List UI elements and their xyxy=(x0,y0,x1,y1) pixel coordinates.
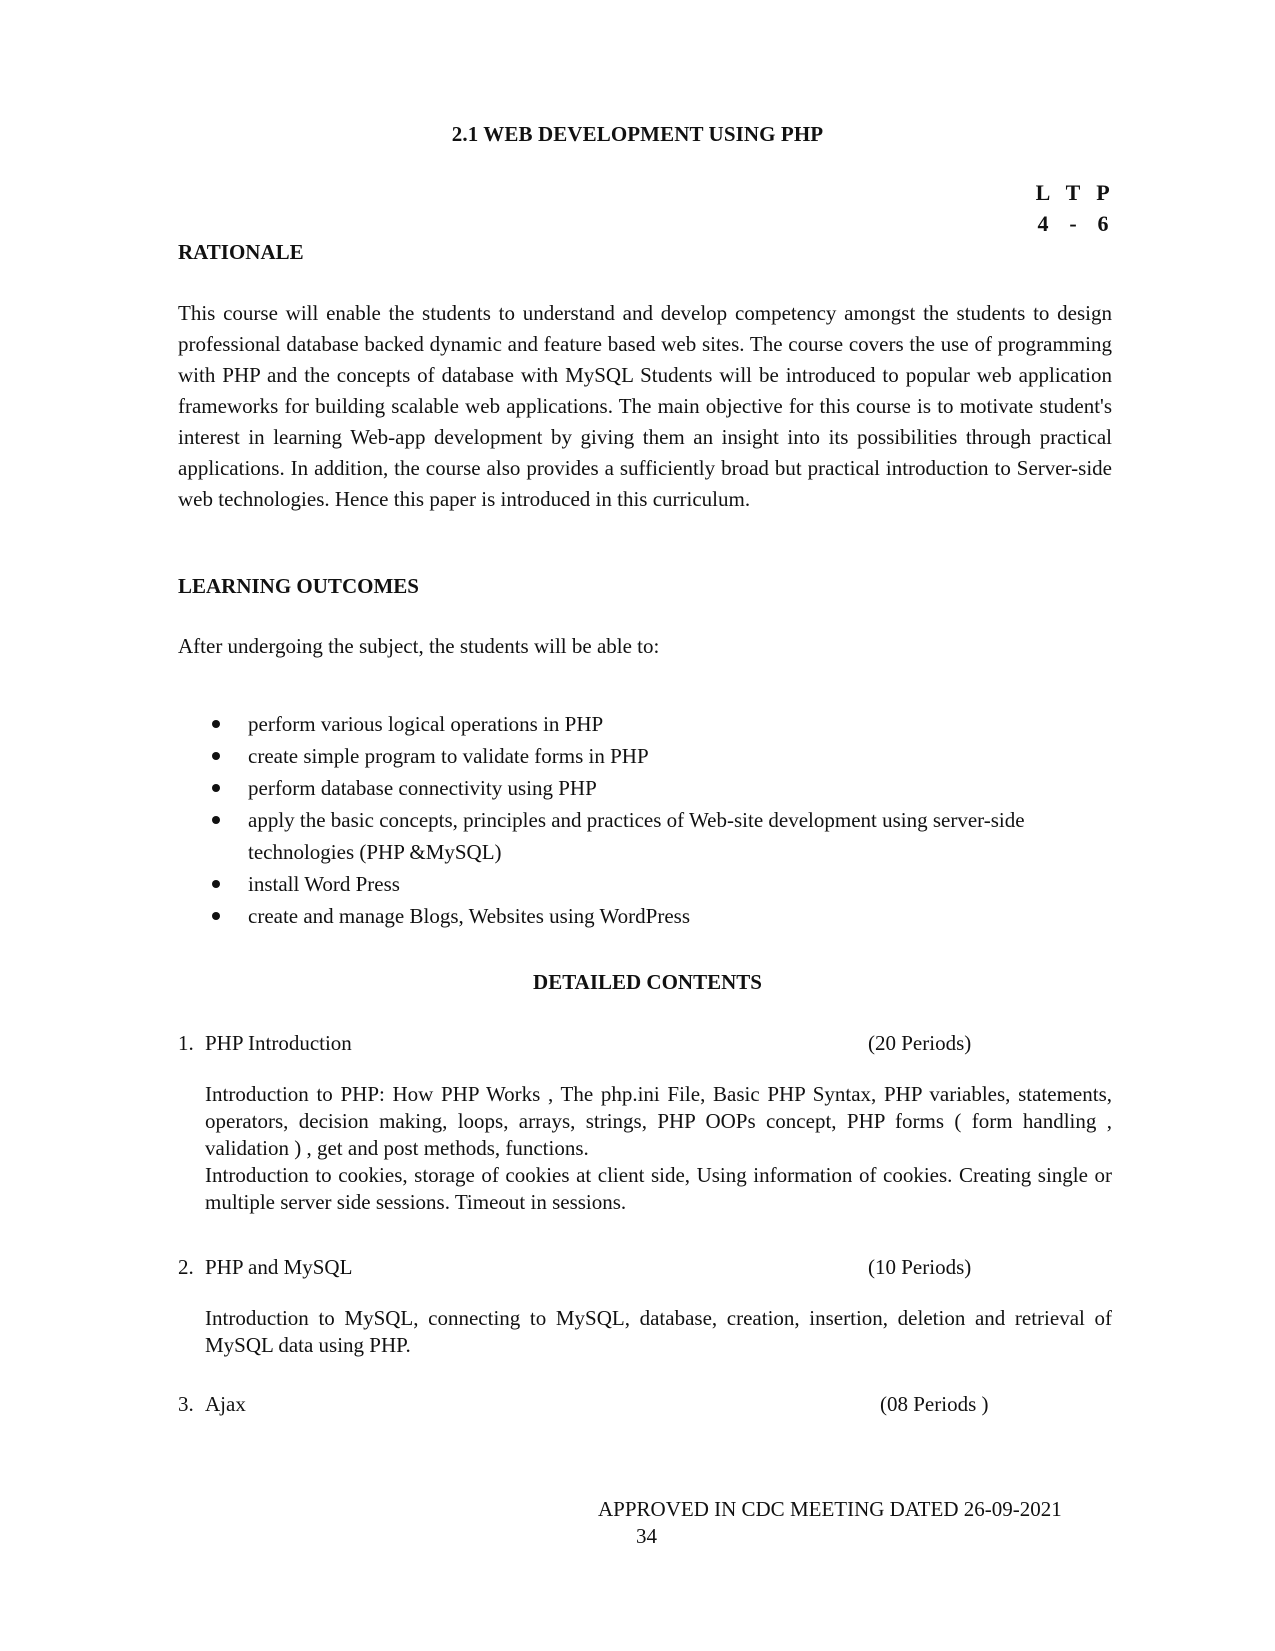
page-number: 34 xyxy=(636,1524,657,1548)
bullet-icon xyxy=(212,752,220,760)
list-item xyxy=(178,868,1112,900)
ltp-header-t: T xyxy=(1065,180,1081,205)
list-item xyxy=(178,900,1112,932)
approval-footer: APPROVED IN CDC MEETING DATED 26-09-2021 xyxy=(598,1497,1062,1521)
learning-outcomes-list xyxy=(178,708,1112,932)
rationale-heading: RATIONALE xyxy=(178,240,304,264)
ltp-value-l: 4 xyxy=(1037,211,1049,236)
section-1-paragraph-2: Introduction to cookies, storage of cookies at client side, Using information of cookies. Creating single or multiple server side sessions. Timeout in sessions. xyxy=(205,1163,1112,1214)
ltp-value-p: 6 xyxy=(1097,211,1109,236)
ltp-header-l: L xyxy=(1035,180,1051,205)
ltp-value-t: - xyxy=(1069,211,1077,236)
list-item xyxy=(178,740,1112,772)
section-1-periods: (20 Periods) xyxy=(868,1031,972,1055)
ltp-header-row xyxy=(1028,180,1118,206)
list-item-text: create and manage Blogs, Websites using WordPress xyxy=(248,904,691,928)
list-item-text: perform various logical operations in PHP xyxy=(248,712,604,736)
detailed-contents-heading: DETAILED CONTENTS xyxy=(533,970,762,994)
learning-outcomes-heading: LEARNING OUTCOMES xyxy=(178,574,419,598)
list-item-text: perform database connectivity using PHP xyxy=(248,776,597,800)
section-3-number: 3. xyxy=(178,1392,194,1416)
bullet-icon xyxy=(212,720,220,728)
list-item xyxy=(178,708,1112,740)
list-item-text: apply the basic concepts, principles and practices of Web-site development using server-side technologies (PHP &MySQL) xyxy=(248,808,1025,864)
section-3-title: Ajax xyxy=(205,1392,246,1416)
list-item-text: install Word Press xyxy=(248,872,400,896)
bullet-icon xyxy=(212,880,220,888)
ltp-values-row xyxy=(1028,211,1118,237)
list-item-text: create simple program to validate forms in PHP xyxy=(248,744,649,768)
bullet-icon xyxy=(212,784,220,792)
rationale-text: This course will enable the students to understand and develop competency amongst the students to design professional database backed dynamic and feature based web sites. The course covers the use of programming with PHP and the concepts of database with MySQL Students will be introduced to popular web application frameworks for building scalable web applications. The main objective for this course is to motivate student's interest in learning Web-app development by giving them an insight into its possibilities through practical applications. In addition, the course also provides a sufficiently broad but practical introduction to Server-side web technologies. Hence this paper is introduced in this curriculum. xyxy=(178,301,1112,511)
section-1-title: PHP Introduction xyxy=(205,1031,352,1055)
section-2-body xyxy=(205,1305,1112,1359)
section-3-periods: (08 Periods ) xyxy=(880,1392,989,1416)
section-2-number: 2. xyxy=(178,1255,194,1279)
section-2-periods: (10 Periods) xyxy=(868,1255,972,1279)
list-item xyxy=(178,772,1112,804)
bullet-icon xyxy=(212,816,220,824)
section-1-paragraph-1: Introduction to PHP: How PHP Works , The php.ini File, Basic PHP Syntax, PHP variables, statements, operators, decision making, loops, arrays, strings, PHP OOPs concept, PHP forms ( form handling , validation ) , get and post methods, functions. xyxy=(205,1082,1112,1160)
section-1-body xyxy=(205,1081,1112,1216)
document-title: 2.1 WEB DEVELOPMENT USING PHP xyxy=(451,122,824,146)
learning-outcomes-intro: After undergoing the subject, the students will be able to: xyxy=(178,634,660,658)
bullet-icon xyxy=(212,912,220,920)
section-2-paragraph-1: Introduction to MySQL, connecting to MySQL, database, creation, insertion, deletion and retrieval of MySQL data using PHP. xyxy=(205,1306,1112,1357)
ltp-header-p: P xyxy=(1096,180,1110,205)
list-item xyxy=(178,804,1112,868)
section-2-title: PHP and MySQL xyxy=(205,1255,353,1279)
section-1-number: 1. xyxy=(178,1031,194,1055)
